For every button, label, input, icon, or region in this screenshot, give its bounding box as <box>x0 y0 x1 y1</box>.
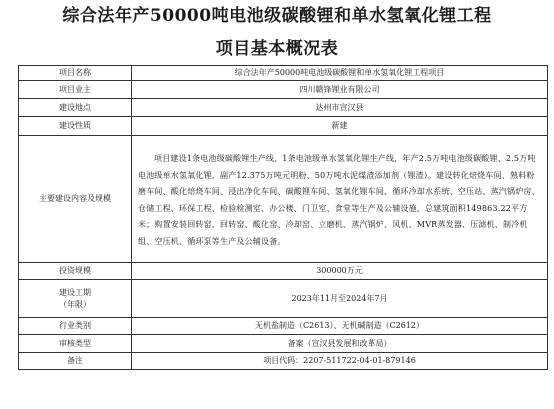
row-label: 备注 <box>19 353 132 370</box>
row-value: 综合法年产50000吨电池级碳酸锂和单水氢氧化锂工程项目 <box>132 66 548 81</box>
row-label-line1: 建设工期 <box>59 287 91 297</box>
document-title: 综合法年产50000吨电池级碳酸锂和单水氢氧化锂工程 <box>62 6 492 26</box>
table-row-owner <box>19 81 548 99</box>
table-row-nature <box>19 117 548 136</box>
row-label: 行业类别 <box>19 318 132 335</box>
row-label: 建设性质 <box>19 117 132 136</box>
row-value: 备案（宣汉县发展和改革局） <box>132 335 548 353</box>
row-label-line2: （年限） <box>59 299 91 309</box>
project-info-table <box>18 65 548 370</box>
row-value: 四川赣锋锂业有限公司 <box>132 81 548 99</box>
row-label <box>19 280 132 318</box>
row-value: 达州市宣汉县 <box>132 99 548 117</box>
document-subtitle: 项目基本概况表 <box>215 39 339 59</box>
table-row-review-type <box>19 335 548 353</box>
row-value-description: 项目建设1条电池级碳酸锂生产线、1条电池级单水氢氧化锂生产线，年产2.5万吨电池级碳酸锂、2.5万吨电池级单水氢氧化锂，副产12.375万吨元明粉、50万吨水泥煤渣添加剂（锂渣）。建设转化焙烧车间、熟料粉磨车间、酸化焙烧车间、浸出净化车间、碳酸锂车间、氢氧化锂车间、循环冷却水系统、空压站、蒸汽锅炉房、仓储工程、环保工程、检验检测室、办公楼、门卫室、食堂等生产及公辅设施，总建筑面积149863.22平方米；购置安装回转窑、回转窑、酸化窑、冷却窑、立磨机、蒸汽锅炉、风机、MVR蒸发器、压滤机、制冷机组、空压机、循环泵等生产及公辅设备。 <box>132 136 548 263</box>
row-value: 无机盐制造（C2613）、无机碱制造（C2612） <box>132 318 548 335</box>
table-row-remarks <box>19 353 548 370</box>
row-label: 建设地点 <box>19 99 132 117</box>
table-row-location <box>19 99 548 117</box>
row-label: 主要建设内容及规模 <box>19 136 132 263</box>
row-label: 项目业主 <box>19 81 132 99</box>
row-label: 项目名称 <box>19 66 132 81</box>
row-value: 300000万元 <box>132 263 548 280</box>
table-row-investment <box>19 263 548 280</box>
row-value: 项目代码：2207-511722-04-01-879146 <box>132 353 548 370</box>
row-label: 投资规模 <box>19 263 132 280</box>
table-row-schedule <box>19 280 548 318</box>
row-label: 审核类型 <box>19 335 132 353</box>
table-row-industry <box>19 318 548 335</box>
table-row-project-name <box>19 66 548 81</box>
row-value: 新建 <box>132 117 548 136</box>
table-row-main-content <box>19 136 548 263</box>
row-value: 2023年11月至2024年7月 <box>132 280 548 318</box>
